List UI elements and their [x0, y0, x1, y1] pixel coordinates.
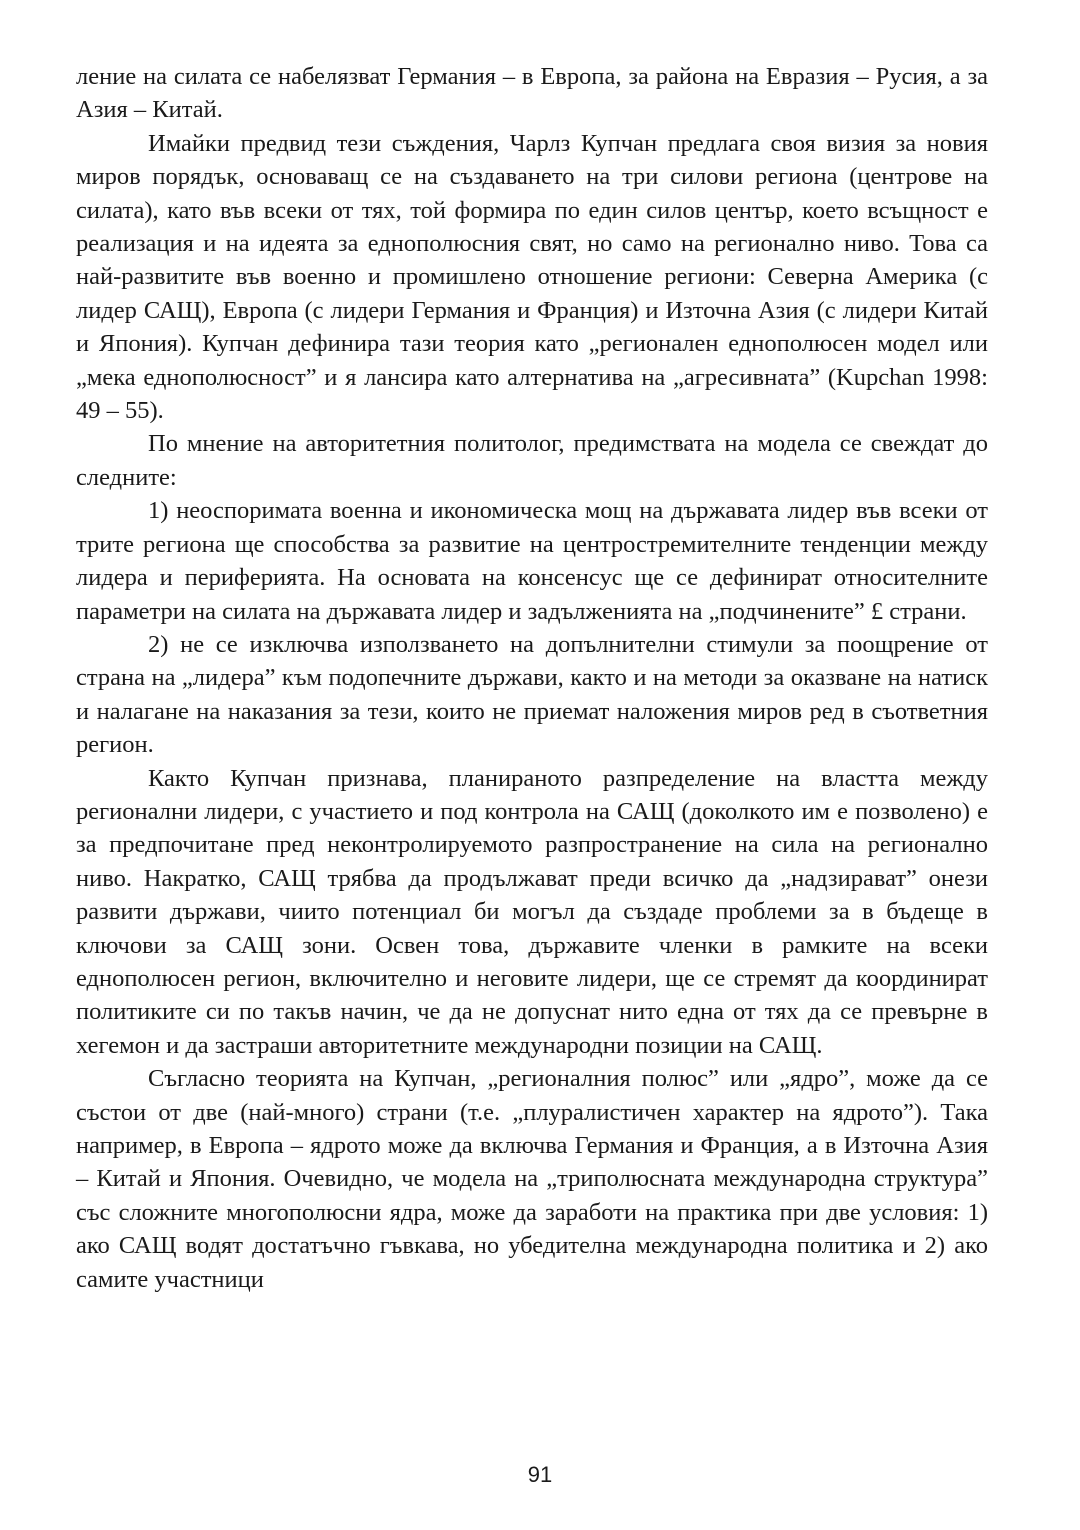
paragraph-1: Имайки предвид тези съждения, Чарлз Купчан предлага своя визия за новия миров порядък, основаващ се на създаването на три силови региона (центрове на силата), като във всеки от тях, той формира по един силов център, което всъщност е реализация и на идеята за еднополюсния свят, но само на регионално ниво. Това са най-развитите във военно и промишлено отношение региони: Северна Америка (с лидер САЩ), Европа (с лидери Германия и Франция) и Източна Азия (с лидери Китай и Япония). Купчан дефинира тази теория като „регионален еднополюсен модел или „мека еднополюсност” и я лансира като алтернатива на „агресивната” (Kupchan 1998: 49 – 55).: [76, 129, 988, 425]
paragraph-4: 2) не се изключва използването на допълнителни стимули за поощрение от страна на „лидера” към подопечните държави, както и на методи за оказване на натиск и налагане на наказания за тези, които не приемат наложения миров ред в съответния регион.: [76, 630, 988, 759]
paragraph-3: 1) неоспоримата военна и икономическа мощ на държавата лидер във всеки от трите региона ще способства за развитие на центростремителните тенденции между лидера и периферията. На основата на консенсус ще се дефинират относителните параметри на силата на държавата лидер и задълженията на „подчинените” £ страни.: [76, 497, 988, 625]
paragraph-6: Съгласно теорията на Купчан, „регионалния полюс” или „ядро”, може да се състои от две (най-много) страни (т.е. „плуралистичен характер на ядрото”). Така например, в Европа – ядрото може да включва Германия и Франция, а в Източна Азия – Китай и Япония. Очевидно, че модела на „триполюсната международна структура” със сложните многополюсни ядра, може да заработи на практика при две условия: 1) ако САЩ водят достатъчно гъвкава, но убедителна международна политика и 2) ако самите участници: [76, 1065, 988, 1293]
paragraph-5: Както Купчан признава, планираното разпределение на властта между регионални лидери, с участието и под контрола на САЩ (доколкото им е позволено) е за предпочитане пред неконтролируемото разпространение на сила на регионално ниво. Накратко, САЩ трябва да продължават преди всичко да „надзирават” онези развити държави, чиито потенциал би могъл да създаде проблеми за в бъдеще в ключови за САЩ зони. Освен това, държавите членки в рамките на всеки еднополюсен регион, включително и неговите лидери, ще се стремят да координират политиките си по такъв начин, че да не допуснат нито една от тях да се превърне в хегемон и да застраши авторитетните международни позиции на САЩ.: [76, 764, 988, 1059]
paragraph-0: ление на силата се набелязват Германия – в Европа, за района на Евразия – Русия, а за Азия – Китай.: [76, 63, 988, 124]
paragraph-2: По мнение на авторитетния политолог, предимствата на модела се свеждат до следните:: [76, 430, 988, 491]
page-body: [76, 60, 988, 1296]
page-number: 91: [527, 1462, 553, 1487]
